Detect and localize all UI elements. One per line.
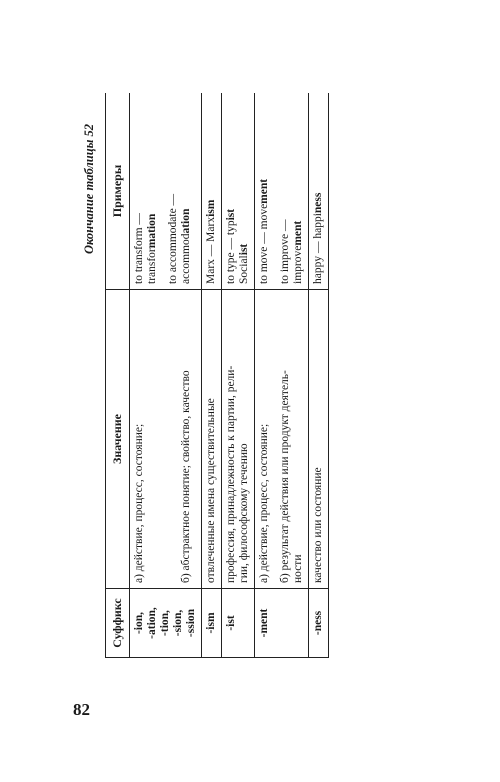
table-row [222, 93, 255, 658]
meaning-text: б) абстрактное понятие; свойство, качество [180, 370, 192, 583]
suffix-cell [222, 589, 255, 658]
meaning-text: ности [292, 554, 304, 583]
suffix-text: -tion, [159, 610, 171, 636]
meaning-text: гии, философскому течению [238, 443, 250, 583]
meaning-cell [309, 290, 329, 589]
example-text: to improve — [279, 219, 291, 284]
meaning-text: профессия, принадлежность к партии, рели- [225, 365, 237, 583]
table-row [130, 93, 202, 658]
examples-cell [309, 93, 329, 290]
header-suffix: Суффикс [106, 589, 130, 658]
example-text: Marx — Marxism [205, 199, 217, 284]
table-caption: Окончание таблицы 52 [82, 124, 96, 254]
suffix-table [105, 93, 329, 658]
example-text: to move — movement [258, 178, 270, 284]
table-header-row [106, 93, 130, 658]
example-text: Socialist [238, 243, 250, 284]
suffix-text: -ist [225, 615, 237, 631]
meaning-cell [202, 290, 222, 589]
suffix-cell [255, 589, 309, 658]
examples-cell [202, 93, 222, 290]
suffix-text: -ion, [133, 611, 145, 635]
header-examples: Примеры [106, 93, 130, 290]
example-text: happy — happiness [312, 192, 324, 284]
suffix-text: -ness [312, 610, 324, 636]
examples-cell [130, 93, 202, 290]
example-text: to type — typist [225, 208, 237, 284]
table-row [255, 93, 309, 658]
meaning-text: б) результат действия или продукт деятель- [279, 370, 291, 583]
suffix-text: -ation, [146, 607, 158, 639]
example-text: accommodation [180, 208, 192, 284]
meaning-cell [130, 290, 202, 589]
suffix-cell [309, 589, 329, 658]
meaning-text: качество или состояние [312, 467, 324, 583]
suffix-text: -ment [258, 608, 270, 638]
meaning-cell [222, 290, 255, 589]
examples-cell [222, 93, 255, 290]
examples-cell [255, 93, 309, 290]
suffix-text: -ism [205, 612, 217, 634]
meaning-text: а) действие, процесс, состояние; [133, 423, 145, 583]
meaning-text: а) действие, процесс, состояние; [258, 423, 270, 583]
suffix-cell [130, 589, 202, 658]
example-text: to transform — [133, 213, 145, 284]
suffix-cell [202, 589, 222, 658]
rotated-page-content [80, 120, 440, 658]
page-number: 82 [73, 700, 90, 719]
table-row [202, 93, 222, 658]
example-text: to accommodate — [167, 193, 179, 284]
example-text: transformation [146, 213, 158, 284]
meaning-text: отвлеченные имена существительные [205, 398, 217, 583]
table-row [309, 93, 329, 658]
example-text: improvement [292, 220, 304, 284]
suffix-text: -ssion [185, 608, 197, 638]
suffix-text: -sion, [172, 609, 184, 637]
header-meaning: Значение [106, 290, 130, 589]
meaning-cell [255, 290, 309, 589]
